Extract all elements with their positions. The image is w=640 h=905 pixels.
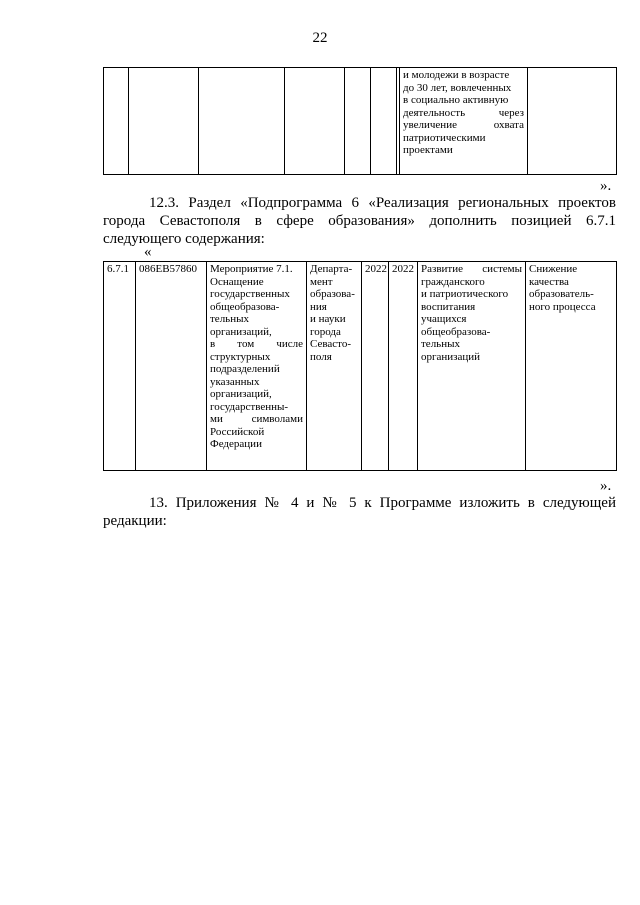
- text-line: Федерации: [210, 438, 262, 450]
- text-line: общеобразова-: [421, 325, 491, 338]
- text-line: Российской: [210, 425, 265, 438]
- text-line: Мероприятие 7.1.: [210, 263, 293, 275]
- text-line: следующего содержания:: [103, 231, 265, 247]
- text-line: подразделений: [210, 363, 280, 375]
- text-line: образова-: [310, 288, 355, 300]
- text-line: проектами: [403, 144, 453, 156]
- table-cell: [199, 68, 285, 175]
- year-end-cell: 2022: [389, 262, 418, 471]
- text-line: города Севастополя в сфере образования» дополнить позицией 6.7.1: [103, 213, 616, 229]
- risk-cell: [526, 262, 617, 471]
- text-line: общеобразова-: [210, 300, 280, 313]
- text-span: 12.3. Раздел «Подпрограмма 6 «Реализация региональных проектов: [149, 195, 616, 211]
- table-cell: [371, 68, 397, 175]
- text-line: до 30 лет, вовлеченных: [403, 81, 512, 94]
- text-line: и патриотического: [421, 288, 509, 300]
- text-line: деятельность через: [403, 106, 524, 119]
- table-cell: [104, 68, 129, 175]
- text-line: [103, 494, 616, 512]
- text-line: государственных: [210, 288, 290, 300]
- text-line: поля: [310, 350, 332, 363]
- text-line: редакции:: [103, 513, 167, 529]
- text-line: и молодежи в возрасте: [403, 69, 510, 81]
- text-line: структурных: [210, 350, 271, 363]
- text-line: увеличение охвата: [403, 119, 524, 131]
- text-line: Развитие системы: [421, 263, 522, 275]
- result-cell: [400, 68, 528, 175]
- text-line: тельных: [210, 313, 249, 325]
- text-line: в том числе: [210, 338, 303, 350]
- text-line: Департа-: [310, 263, 353, 275]
- text-line: государственны-: [210, 400, 289, 413]
- text-line: организаций: [421, 350, 481, 363]
- paragraph-12-3: [103, 194, 616, 248]
- text-line: качества: [529, 275, 569, 288]
- text-line: ния: [310, 300, 327, 313]
- text-line: патриотическими: [403, 131, 486, 144]
- closing-quote: ».: [600, 478, 612, 494]
- result-cell: [418, 262, 526, 471]
- text-line: ми символами: [210, 413, 303, 425]
- text-line: ного процесса: [529, 300, 596, 313]
- text-line: гражданского: [421, 275, 485, 288]
- paragraph-13: [103, 494, 616, 530]
- event-cell: [207, 262, 307, 471]
- table-cell: [528, 68, 617, 175]
- table-cell: [285, 68, 345, 175]
- table-cell: [129, 68, 199, 175]
- page-number: 22: [312, 30, 328, 46]
- text-line: мент: [310, 275, 333, 288]
- year-start-cell: 2022: [362, 262, 389, 471]
- table-cell: [345, 68, 371, 175]
- table-continuation: [103, 67, 617, 175]
- text-line: и науки: [310, 313, 346, 325]
- text-span: 13. Приложения № 4 и № 5 к Программе изложить в следующей: [149, 495, 616, 511]
- text-line: Снижение: [529, 263, 578, 275]
- text-line: Севасто-: [310, 338, 351, 350]
- text-line: образователь-: [529, 288, 594, 300]
- text-line: [103, 194, 616, 212]
- text-line: в социально активную: [403, 94, 509, 106]
- text-line: воспитания: [421, 300, 476, 313]
- table-row: [104, 68, 617, 175]
- table-row: [104, 262, 617, 471]
- text-line: указанных: [210, 375, 260, 388]
- text-line: Оснащение: [210, 275, 264, 288]
- table-position-6-7-1: [103, 261, 617, 471]
- text-line: тельных: [421, 338, 460, 350]
- opening-quote: «: [144, 244, 152, 260]
- text-line: учащихся: [421, 313, 467, 325]
- dept-cell: [307, 262, 362, 471]
- text-line: города: [310, 325, 341, 338]
- closing-quote: ».: [600, 178, 612, 194]
- code-cell: 086EB57860: [136, 262, 207, 471]
- num-cell: 6.7.1: [104, 262, 136, 471]
- text-line: организаций,: [210, 388, 272, 400]
- text-line: организаций,: [210, 325, 272, 338]
